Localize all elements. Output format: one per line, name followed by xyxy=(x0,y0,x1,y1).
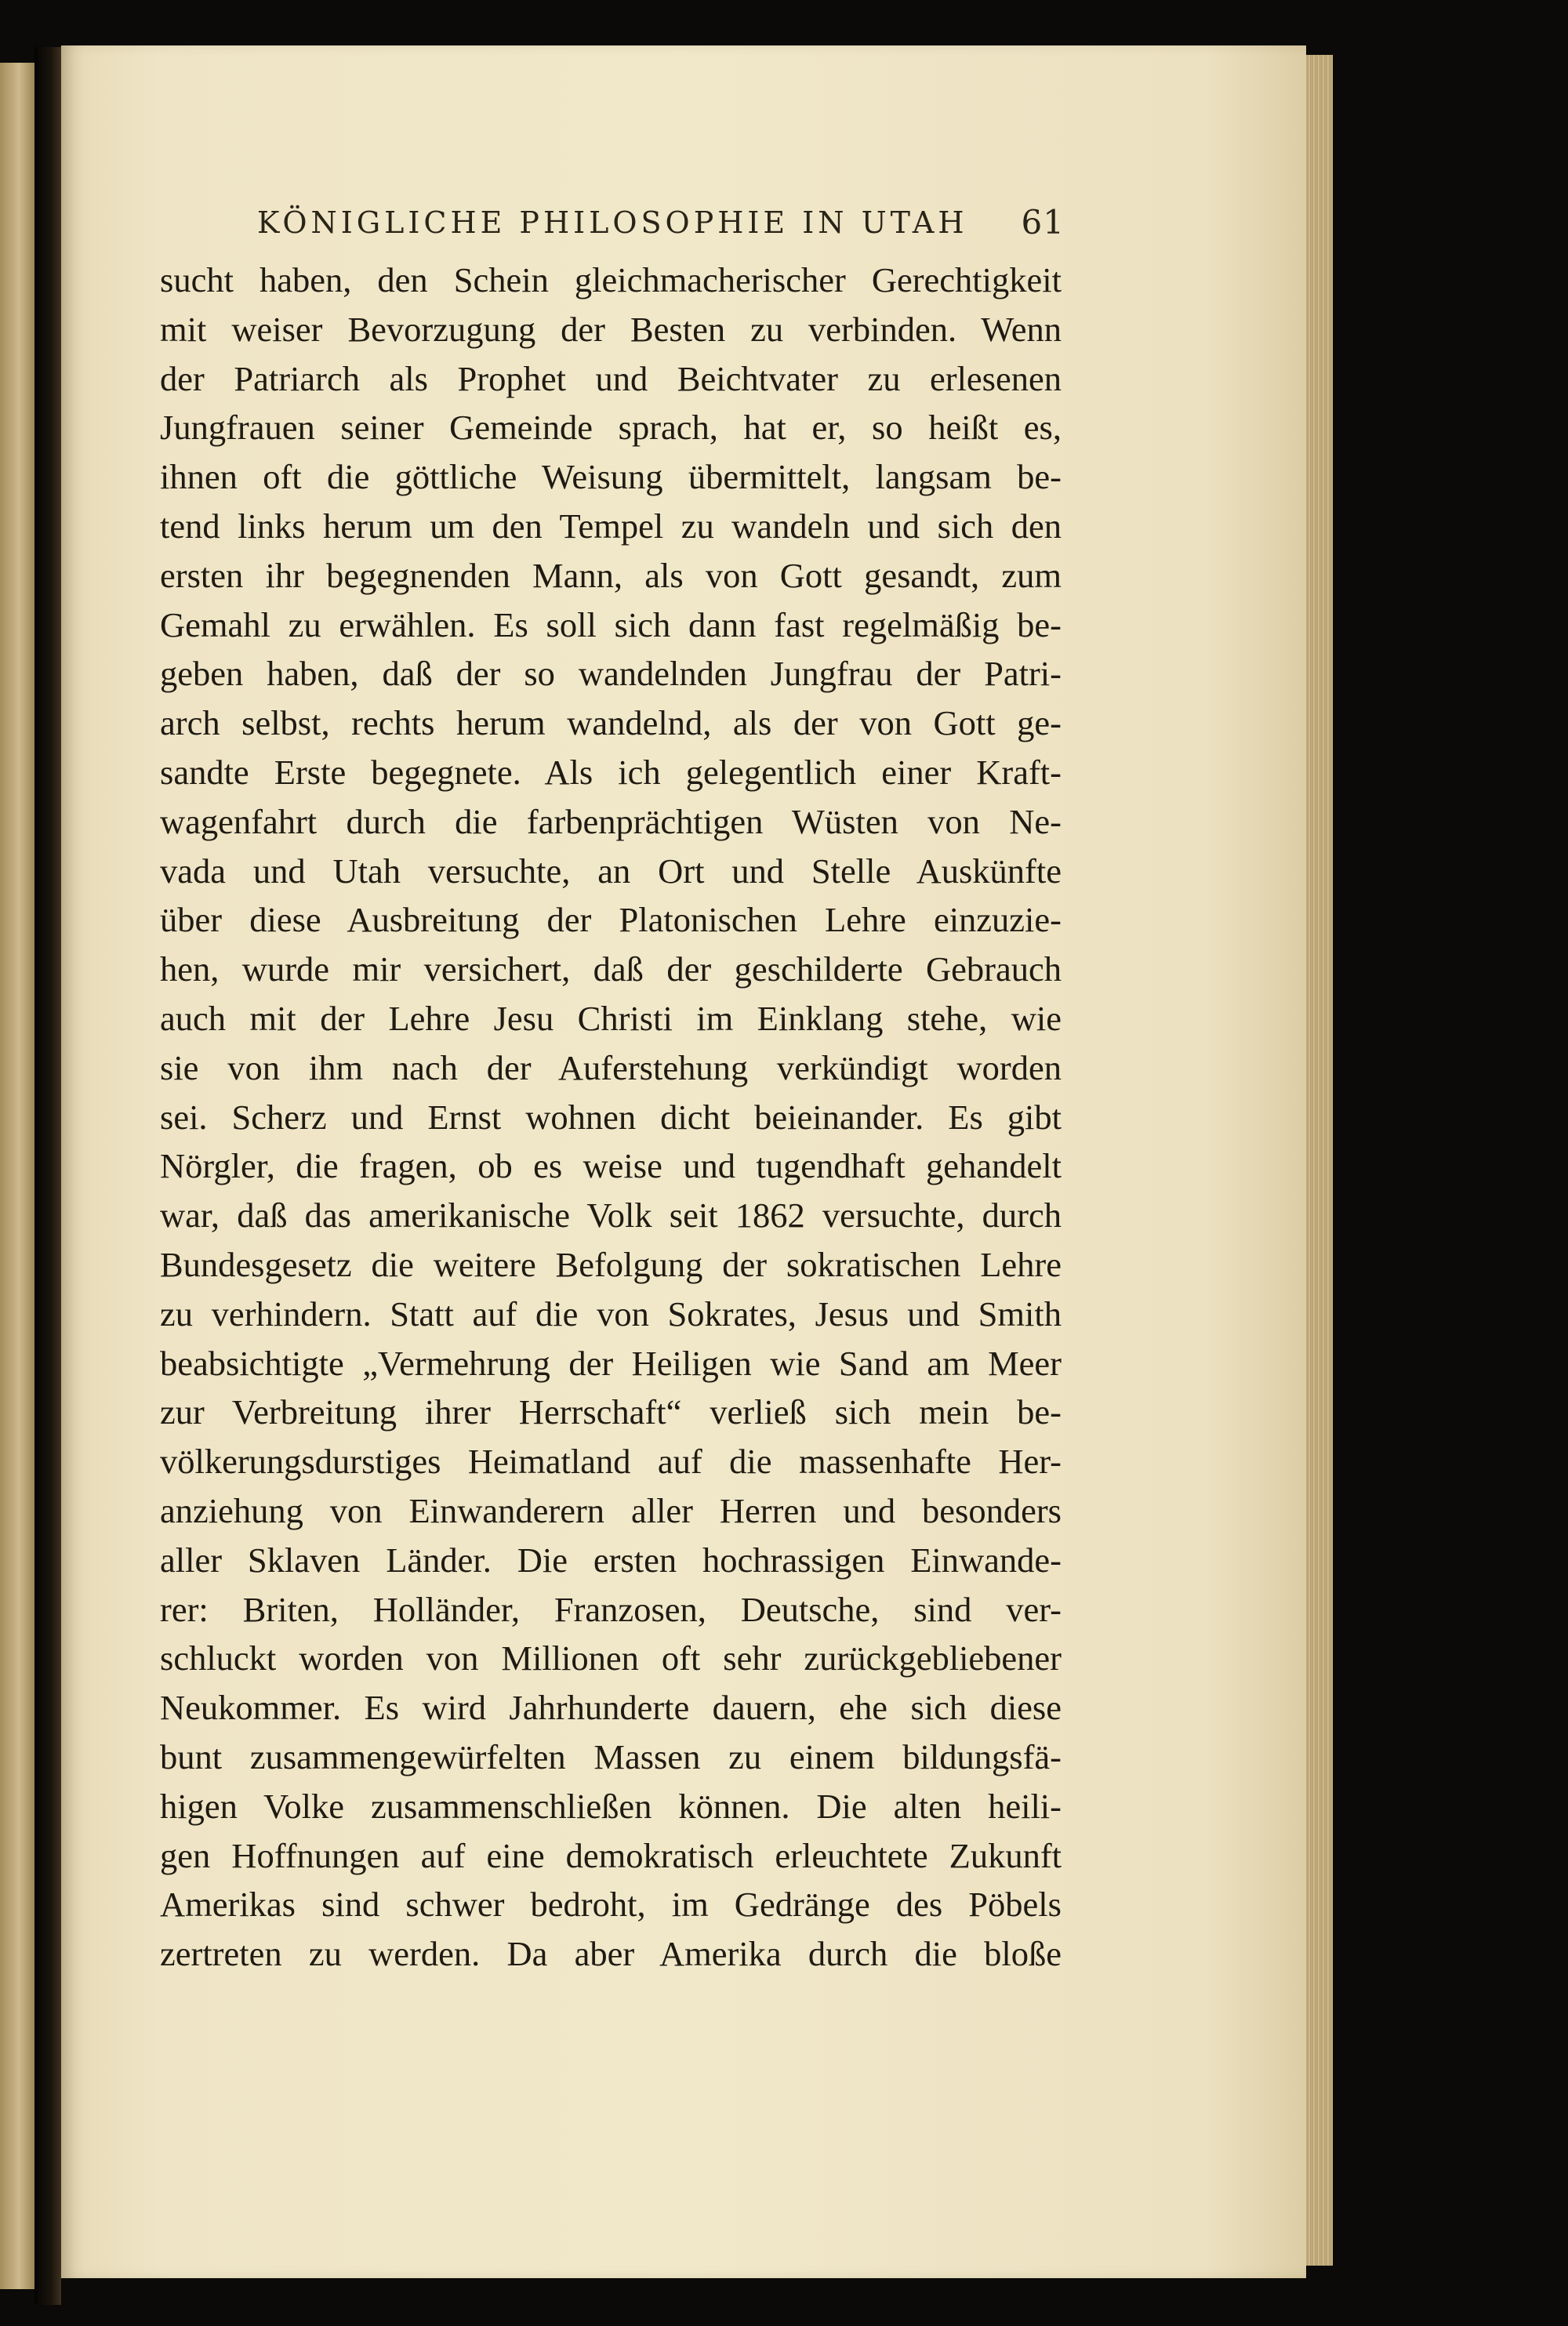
text-line: beabsichtigte „Vermehrung der Heiligen wie Sand am Meer xyxy=(160,1343,1062,1383)
text-line: ersten ihr begegnenden Mann, als von Gott gesandt, zum xyxy=(160,555,1062,595)
text-line: wagenfahrt durch die farbenprächtigen Wüsten von Ne- xyxy=(160,801,1062,841)
text-line: zur Verbreitung ihrer Herrschaft“ verließ sich mein be- xyxy=(160,1392,1062,1432)
text-line: sandte Erste begegnete. Als ich gelegentlich einer Kraft- xyxy=(160,752,1062,792)
text-line: der Patriarch als Prophet und Beichtvater zu erlesenen xyxy=(160,358,1062,398)
running-head-title: KÖNIGLICHE PHILOSOPHIE IN UTAH xyxy=(257,205,968,240)
page-number: 61 xyxy=(1021,203,1065,241)
text-line: Gemahl zu erwählen. Es soll sich dann fast regelmäßig be- xyxy=(160,604,1062,644)
text-line: Amerikas sind schwer bedroht, im Gedränge des Pöbels xyxy=(160,1885,1062,1925)
text-line: vada und Utah versuchte, an Ort und Stelle Auskünfte xyxy=(160,851,1062,891)
text-line: Jungfrauen seiner Gemeinde sprach, hat er, so heißt es, xyxy=(160,408,1062,448)
text-line: tend links herum um den Tempel zu wandeln und sich den xyxy=(160,506,1062,546)
text-line: arch selbst, rechts herum wandelnd, als der von Gott ge- xyxy=(160,703,1062,743)
text-line: zertreten zu werden. Da aber Amerika durch die bloße xyxy=(160,1934,1062,1974)
text-line: sei. Scherz und Ernst wohnen dicht beieinander. Es gibt xyxy=(160,1097,1062,1137)
text-line: hen, wurde mir versichert, daß der geschilderte Gebrauch xyxy=(160,949,1062,989)
body-text xyxy=(160,256,1062,1979)
page-stack-edge xyxy=(1306,55,1333,2266)
text-line: schluckt worden von Millionen oft sehr zurückgebliebener xyxy=(160,1638,1062,1678)
background-shadow xyxy=(1333,47,1568,2326)
text-line: higen Volke zusammenschließen können. Die alten heili- xyxy=(160,1786,1062,1826)
text-line: ihnen oft die göttliche Weisung übermittelt, langsam be- xyxy=(160,457,1062,497)
text-line: geben haben, daß der so wandelnden Jungfrau der Patri- xyxy=(160,654,1062,694)
text-line: sie von ihm nach der Auferstehung verkündigt worden xyxy=(160,1047,1062,1087)
text-line: auch mit der Lehre Jesu Christi im Einklang stehe, wie xyxy=(160,998,1062,1038)
book-gutter xyxy=(34,47,61,2305)
text-line: Neukommer. Es wird Jahrhunderte dauern, ehe sich diese xyxy=(160,1688,1062,1728)
text-line: sucht haben, den Schein gleichmacherischer Gerechtigkeit xyxy=(160,260,1062,299)
running-head xyxy=(257,199,1065,246)
text-line: gen Hoffnungen auf eine demokratisch erleuchtete Zukunft xyxy=(160,1835,1062,1875)
text-line: völkerungsdurstiges Heimatland auf die massenhafte Her- xyxy=(160,1442,1062,1482)
text-line: anziehung von Einwanderern aller Herren und besonders xyxy=(160,1490,1062,1530)
text-line: rer: Briten, Holländer, Franzosen, Deutsche, sind ver- xyxy=(160,1589,1062,1629)
text-line: Bundesgesetz die weitere Befolgung der sokratischen Lehre xyxy=(160,1244,1062,1284)
text-line: war, daß das amerikanische Volk seit 1862 versuchte, durch xyxy=(160,1196,1062,1236)
text-line: bunt zusammengewürfelten Massen zu einem bildungsfä- xyxy=(160,1736,1062,1776)
text-line: Nörgler, die fragen, ob es weise und tugendhaft gehandelt xyxy=(160,1146,1062,1186)
text-line: aller Sklaven Länder. Die ersten hochrassigen Einwande- xyxy=(160,1540,1062,1580)
text-line: über diese Ausbreitung der Platonischen Lehre einzuzie- xyxy=(160,900,1062,940)
left-page-edge xyxy=(0,63,34,2289)
text-line: zu verhindern. Statt auf die von Sokrates, Jesus und Smith xyxy=(160,1294,1062,1334)
text-line: mit weiser Bevorzugung der Besten zu verbinden. Wenn xyxy=(160,309,1062,349)
